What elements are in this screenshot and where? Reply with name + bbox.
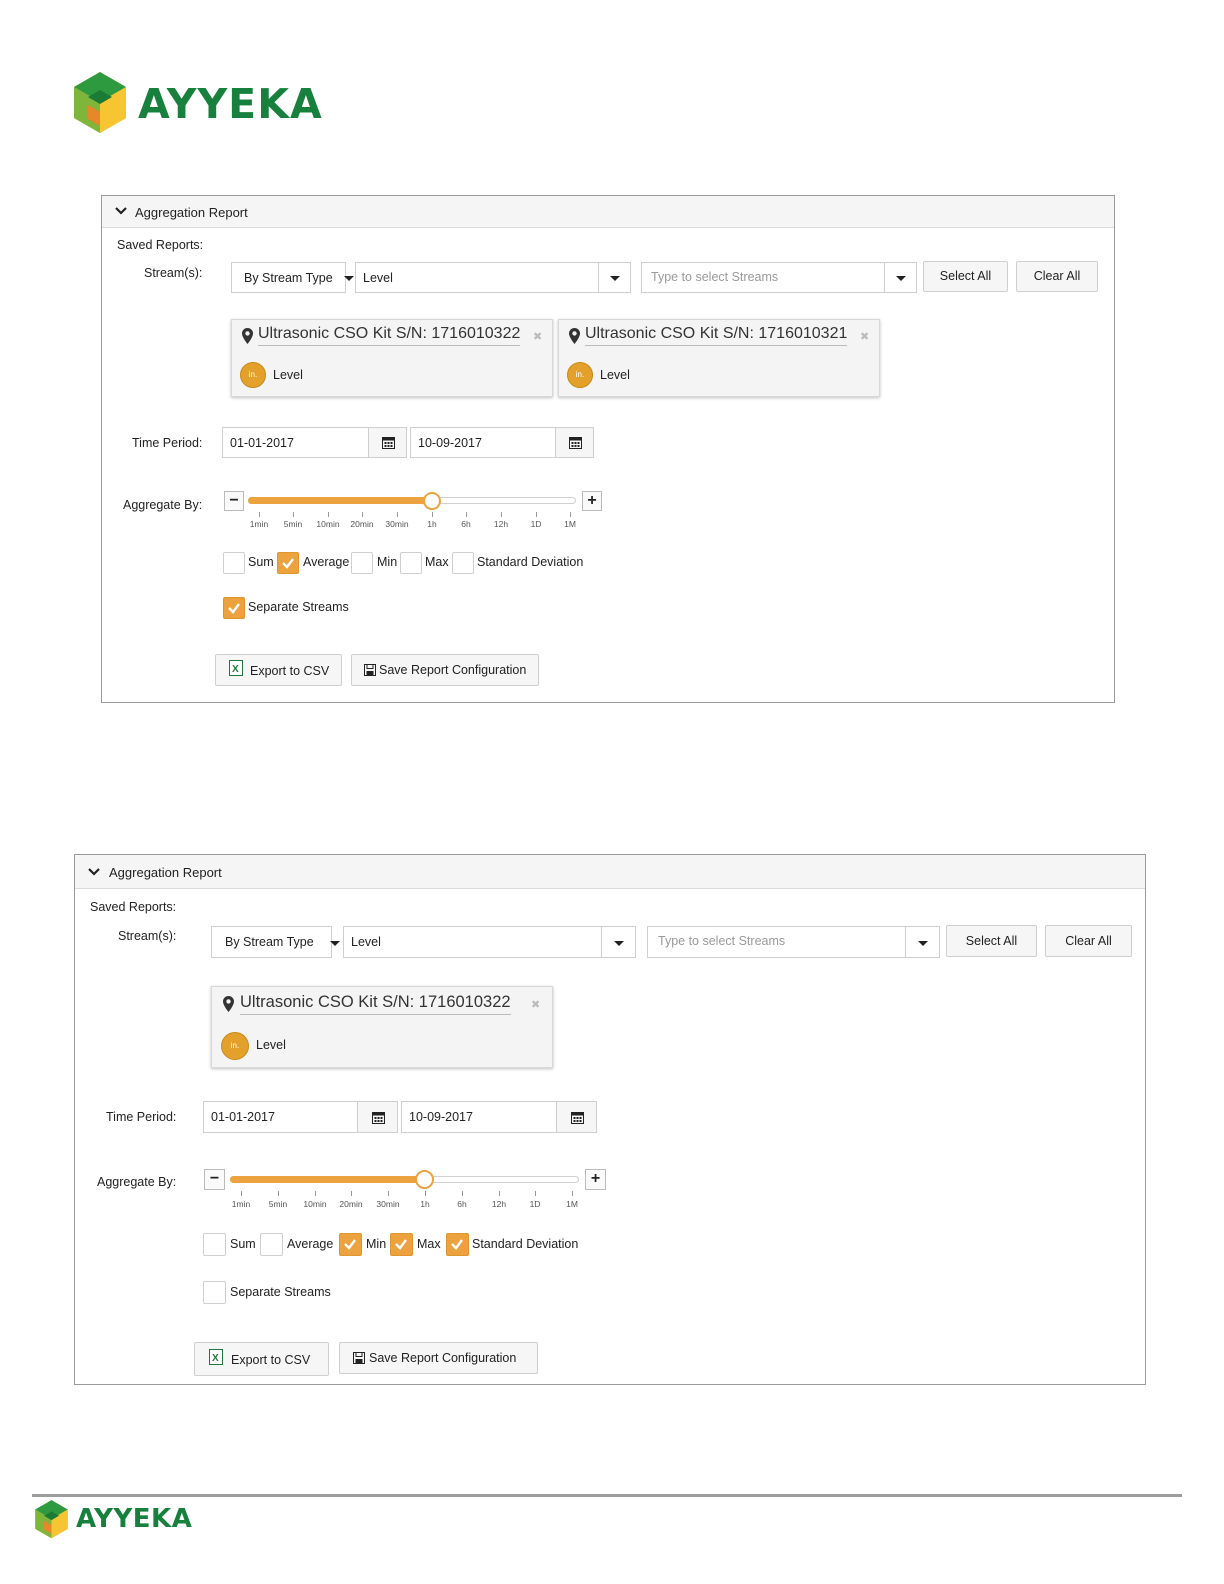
streams-label: Stream(s): <box>118 929 177 943</box>
checkmark-icon <box>343 1237 357 1251</box>
stream-search-input[interactable] <box>647 926 940 958</box>
end-date-value: 10-09-2017 <box>409 1110 473 1124</box>
slider-tick-label: 5min <box>268 1199 288 1209</box>
standard-deviation-label: Standard Deviation <box>477 555 584 569</box>
end-date-input[interactable] <box>401 1101 557 1133</box>
svg-text:X: X <box>212 1353 219 1364</box>
save-config-label: Save Report Configuration <box>369 1351 517 1365</box>
stream-card-stream: Level <box>600 368 630 382</box>
calendar-icon <box>569 436 582 449</box>
separate-streams-label: Separate Streams <box>230 1285 331 1299</box>
group-by-select[interactable] <box>231 262 346 293</box>
separate-streams-label: Separate Streams <box>248 600 349 614</box>
start-date-calendar-button[interactable] <box>368 427 407 458</box>
slider-tick-label: 1h <box>427 519 437 529</box>
group-by-value: By Stream Type <box>225 935 314 949</box>
slider-tick-label: 12h <box>493 519 509 529</box>
slider-tick-label: 1D <box>529 1199 541 1209</box>
slider-tick-label: 1M <box>564 519 576 529</box>
chevron-down-icon <box>88 868 100 876</box>
svg-text:X: X <box>232 664 239 675</box>
excel-file-icon <box>209 1349 224 1365</box>
standard-deviation-label: Standard Deviation <box>472 1237 579 1251</box>
slider-tick-label: 10min <box>316 519 340 529</box>
ayyeka-logo-icon <box>34 1500 69 1539</box>
end-date-value: 10-09-2017 <box>418 436 482 450</box>
stream-card <box>558 319 880 397</box>
end-date-input[interactable] <box>410 427 557 458</box>
panel-title: Aggregation Report <box>135 205 248 220</box>
map-marker-icon <box>242 328 253 344</box>
slider-tick-label: 20min <box>350 519 374 529</box>
aggregation-report-panel <box>101 195 1115 703</box>
standard-deviation-checkbox[interactable] <box>446 1233 469 1256</box>
export-csv-button[interactable] <box>194 1342 329 1376</box>
export-csv-button[interactable] <box>215 654 342 686</box>
slider-tick-label: 30min <box>376 1199 400 1209</box>
stream-type-select[interactable] <box>355 262 631 293</box>
slider-tick-label: 20min <box>339 1199 363 1209</box>
aggregation-report-panel <box>74 854 1146 1385</box>
calendar-icon <box>571 1111 584 1124</box>
stream-card-stream: Level <box>273 368 303 382</box>
excel-file-icon <box>229 660 244 676</box>
max-checkbox[interactable] <box>390 1233 413 1256</box>
time-period-label: Time Period: <box>106 1110 177 1124</box>
stream-card-title: Ultrasonic CSO Kit S/N: 1716010322 <box>240 993 511 1015</box>
floppy-disk-icon <box>353 1352 365 1364</box>
max-label: Max <box>425 555 449 569</box>
export-csv-label: Export to CSV <box>231 1353 311 1367</box>
save-report-configuration-button[interactable] <box>351 654 539 686</box>
unit-badge: in. <box>221 1032 249 1060</box>
panel-header[interactable] <box>75 855 1145 889</box>
max-checkbox[interactable] <box>400 552 422 574</box>
average-label: Average <box>287 1237 334 1251</box>
start-date-input[interactable] <box>222 427 369 458</box>
caret-down-icon <box>330 941 340 946</box>
panel-title: Aggregation Report <box>109 865 222 880</box>
remove-icon[interactable]: ✖ <box>860 331 870 343</box>
slider-tick-label: 1M <box>566 1199 578 1209</box>
brand-name: AYYEKA <box>138 80 323 128</box>
separate-streams-checkbox[interactable] <box>203 1281 226 1304</box>
chevron-down-icon <box>115 207 127 215</box>
streams-label: Stream(s): <box>144 266 203 280</box>
stream-card <box>211 986 553 1068</box>
caret-down-icon <box>610 276 620 281</box>
stream-search-input[interactable] <box>641 262 917 293</box>
checkmark-icon <box>281 556 295 570</box>
sum-label: Sum <box>248 555 274 569</box>
stream-type-value: Level <box>351 935 381 949</box>
aggregation-slider-fill <box>248 497 432 504</box>
panel-header[interactable] <box>102 196 1114 228</box>
slider-tick-label: 1D <box>530 519 542 529</box>
end-date-calendar-button[interactable] <box>555 427 594 458</box>
stream-card <box>231 319 553 397</box>
average-checkbox[interactable] <box>260 1233 283 1256</box>
calendar-icon <box>372 1111 385 1124</box>
stream-search-placeholder: Type to select Streams <box>658 934 786 948</box>
remove-icon[interactable]: ✖ <box>533 331 543 343</box>
unit-badge: in. <box>240 362 266 388</box>
caret-down-icon <box>614 941 624 946</box>
aggregate-by-label: Aggregate By: <box>123 498 203 512</box>
calendar-icon <box>382 436 395 449</box>
caret-down-icon <box>896 276 906 281</box>
checkmark-icon <box>394 1237 408 1251</box>
clear-all-button[interactable]: Clear All <box>1016 261 1098 292</box>
slider-tick-label: 6h <box>461 519 471 529</box>
stream-card-stream: Level <box>256 1038 286 1052</box>
slider-tick-label: 1min <box>249 519 269 529</box>
min-label: Min <box>377 555 398 569</box>
group-by-value: By Stream Type <box>244 271 333 285</box>
unit-badge: in. <box>567 362 593 388</box>
end-date-calendar-button[interactable] <box>556 1101 597 1133</box>
slider-tick-label: 12h <box>491 1199 507 1209</box>
checkmark-icon <box>227 601 241 615</box>
sum-checkbox[interactable] <box>223 552 245 574</box>
save-report-configuration-button[interactable] <box>339 1342 538 1374</box>
aggregation-slider-handle[interactable] <box>415 1170 434 1189</box>
min-label: Min <box>366 1237 387 1251</box>
start-date-input[interactable] <box>203 1101 359 1133</box>
min-checkbox[interactable] <box>339 1233 362 1256</box>
caret-down-icon <box>918 941 928 946</box>
export-csv-label: Export to CSV <box>250 664 330 678</box>
checkmark-icon <box>450 1237 464 1251</box>
footer-brand-name: AYYEKA <box>76 1504 193 1534</box>
aggregation-slider-fill <box>230 1176 425 1183</box>
slider-tick-label: 5min <box>283 519 303 529</box>
floppy-disk-icon <box>364 664 376 676</box>
average-label: Average <box>303 555 350 569</box>
start-date-value: 01-01-2017 <box>211 1110 275 1124</box>
group-by-select[interactable] <box>211 926 332 958</box>
slider-increase-button[interactable]: + <box>582 491 602 511</box>
slider-decrease-button[interactable]: − <box>224 491 244 511</box>
sum-checkbox[interactable] <box>203 1233 226 1256</box>
slider-tick-label: 10min <box>303 1199 327 1209</box>
remove-icon[interactable]: ✖ <box>531 999 541 1011</box>
aggregation-slider-handle[interactable] <box>423 492 441 510</box>
stream-type-select[interactable] <box>343 926 636 958</box>
caret-down-icon <box>344 276 354 281</box>
start-date-value: 01-01-2017 <box>230 436 294 450</box>
select-all-button[interactable]: Select All <box>946 925 1037 957</box>
min-checkbox[interactable] <box>351 552 373 574</box>
map-marker-icon <box>223 996 234 1012</box>
slider-tick-label: 30min <box>385 519 409 529</box>
slider-increase-button[interactable]: + <box>585 1169 606 1190</box>
ayyeka-logo-icon <box>72 72 128 134</box>
saved-reports-label: Saved Reports: <box>90 900 177 914</box>
start-date-calendar-button[interactable] <box>357 1101 398 1133</box>
slider-decrease-button[interactable]: − <box>204 1169 225 1190</box>
max-label: Max <box>417 1237 441 1251</box>
save-config-label: Save Report Configuration <box>379 663 527 677</box>
select-all-button[interactable]: Select All <box>923 261 1008 292</box>
time-period-label: Time Period: <box>132 436 203 450</box>
sum-label: Sum <box>230 1237 256 1251</box>
average-checkbox[interactable] <box>277 552 299 574</box>
aggregate-by-label: Aggregate By: <box>97 1175 177 1189</box>
separate-streams-checkbox[interactable] <box>223 597 245 619</box>
footer-divider <box>32 1494 1182 1497</box>
slider-tick-label: 6h <box>457 1199 467 1209</box>
clear-all-button[interactable]: Clear All <box>1045 925 1132 957</box>
saved-reports-label: Saved Reports: <box>117 238 204 252</box>
stream-card-title: Ultrasonic CSO Kit S/N: 1716010321 <box>585 325 847 346</box>
slider-tick-label: 1h <box>420 1199 430 1209</box>
slider-tick-label: 1min <box>231 1199 251 1209</box>
map-marker-icon <box>569 328 580 344</box>
stream-search-placeholder: Type to select Streams <box>651 270 779 284</box>
stream-card-title: Ultrasonic CSO Kit S/N: 1716010322 <box>258 325 520 346</box>
stream-type-value: Level <box>363 271 393 285</box>
standard-deviation-checkbox[interactable] <box>452 552 474 574</box>
